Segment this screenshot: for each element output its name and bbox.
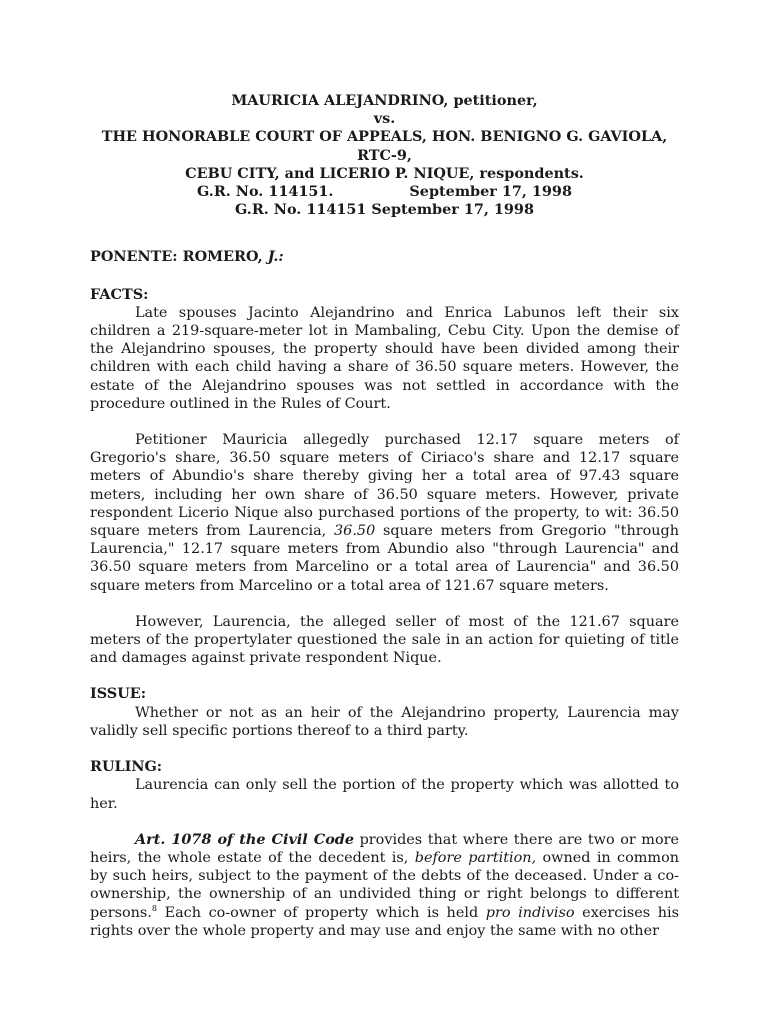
facts-paragraph-3: However, Laurencia, the alleged seller of most of the 121.67 square meters of the propertylater questioned the sale in an action for quieting of title and damages against private respondent Nique.: [90, 613, 679, 667]
case-caption: [90, 92, 679, 219]
facts-paragraph-1: Late spouses Jacinto Alejandrino and Enrica Labunos left their six children a 219-square-meter lot in Mambaling, Cebu City. Upon the demise of the Alejandrino spouses, the property should have been divided among their children with each child having a share of 36.50 square meters. However, the estate of the Alejandrino spouses was not settled in accordance with the procedure outlined in the Rules of Court.: [90, 304, 679, 412]
issue-paragraph: Whether or not as an heir of the Alejandrino property, Laurencia may validly sell specific portions thereof to a third party.: [90, 704, 679, 739]
versus-line: vs.: [373, 110, 396, 128]
issue-heading: ISSUE:: [90, 685, 147, 703]
ruling-heading: RULING:: [90, 758, 163, 776]
civil-code-citation: Art. 1078 of the Civil Code: [135, 830, 355, 848]
gr-number: G.R. No. 114151.: [197, 183, 334, 201]
ponente-line: [90, 248, 679, 266]
petitioner-line: MAURICIA ALEJANDRINO, petitioner,: [231, 92, 538, 109]
respondents-line-2: CEBU CITY, and LICERIO P. NIQUE, respondents.: [185, 164, 584, 182]
facts-paragraph-2: Petitioner Mauricia allegedly purchased 12.17 square meters of Gregorio's share, 36.50 square meters of Ciriaco's share and 12.17 square meters of Abundio's share thereby giving her a total area of 97.43 square meters, including her own share of 36.50 square meters. However, private respondent Licerio Nique also purchased portions of the property, to wit: 36.50 square meters from Laurencia, 36.50 square meters from Gregorio "through Laurencia," 12.17 square meters from Abundio also "through Laurencia" and 36.50 square meters from Marcelino or a total area of Laurencia" and 36.50 square meters from Marcelino or a total area of 121.67 square meters.: [90, 432, 680, 594]
gr-line-2: G.R. No. 114151 September 17, 1998: [235, 201, 534, 219]
ponente-name: J.:: [267, 248, 284, 266]
gr-date: September 17, 1998: [409, 183, 572, 201]
footnote-marker[interactable]: 8: [151, 903, 157, 913]
respondents-line: THE HONORABLE COURT OF APPEALS, HON. BENIGNO G. GAVIOLA, RTC-9,: [101, 128, 668, 164]
ponente-label: PONENTE: ROMERO,: [90, 248, 268, 266]
ruling-paragraph-1: Laurencia can only sell the portion of the property which was allotted to her.: [90, 777, 679, 812]
gr-line: [90, 183, 679, 201]
ruling-paragraph-2: Art. 1078 of the Civil Code provides that where there are two or more heirs, the whole estate of the decedent is, before partition, owned in common by such heirs, subject to the payment of the debts of the deceased. Under a co-ownership, the ownership of an undivided thing or right belongs to different persons.$^8$ Each co-owner of property which is held pro indiviso exercises his rights over the whole property and may use and enjoy the same with no other: [90, 830, 680, 939]
facts-heading: FACTS:: [90, 285, 149, 303]
